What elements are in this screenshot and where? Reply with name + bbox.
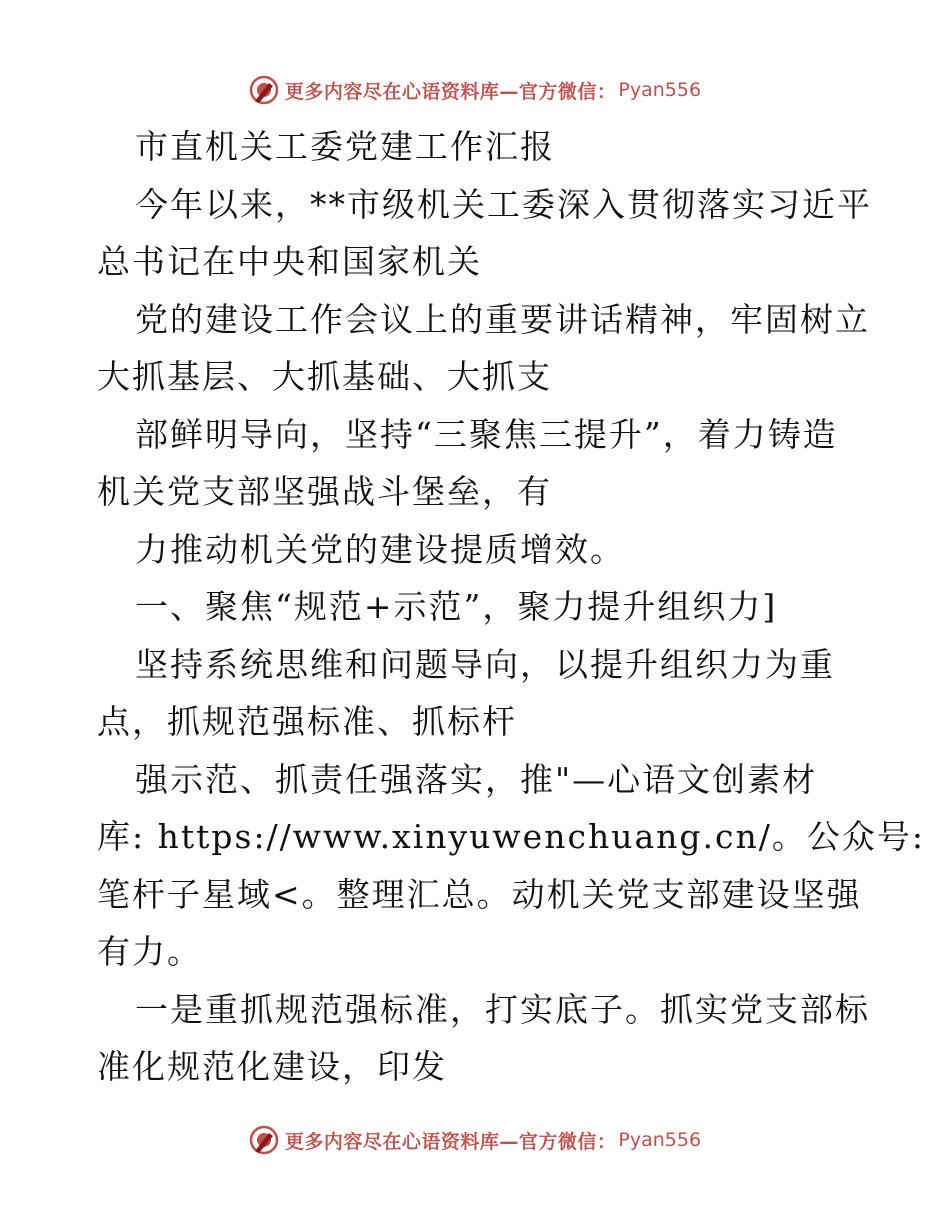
footer-watermark-banner [0, 1120, 950, 1160]
text-line: 总书记在中央和国家机关 [97, 242, 482, 281]
pen-logo-icon [249, 1125, 279, 1155]
text-line: 一、聚焦“规范+示范”，聚力提升组织力] [135, 587, 778, 626]
text-line: 市直机关工委党建工作汇报 [135, 127, 555, 166]
banner-contact: Pyan556 [618, 1129, 702, 1151]
text-line: 一是重抓规范强标准，打实底子。抓实党支部标 [135, 989, 870, 1029]
text-line: 库: https://www.xinyuwenchuang.cn/。公众号: [97, 817, 925, 856]
header-watermark-banner [0, 70, 950, 110]
pen-logo-icon [249, 75, 279, 105]
banner-text: 更多内容尽在心语资料库—官方微信： [284, 80, 617, 103]
text-line: 有力。 [97, 932, 202, 971]
text-line: 点，抓规范强标准、抓标杆 [97, 702, 517, 741]
text-line: 大抓基层、大抓基础、大抓支 [97, 357, 552, 396]
text-line: 强示范、抓责任强落实，推"—心语文创素材 [135, 759, 818, 799]
text-line: 机关党支部坚强战斗堡垒，有 [97, 472, 552, 511]
text-line: 部鲜明导向，坚持“三聚焦三提升”，着力铸造 [135, 414, 838, 454]
text-line: 今年以来，**市级机关工委深入贯彻落实习近平 [135, 184, 872, 224]
text-line: 准化规范化建设，印发 [97, 1047, 447, 1086]
text-line: 力推动机关党的建设提质增效。 [135, 529, 625, 569]
text-line: 党的建设工作会议上的重要讲话精神，牢固树立 [135, 299, 870, 339]
text-line: 坚持系统思维和问题导向，以提升组织力为重 [135, 644, 835, 684]
document-body [97, 118, 925, 1096]
banner-text: 更多内容尽在心语资料库—官方微信： [284, 1130, 617, 1153]
banner-contact: Pyan556 [618, 79, 702, 101]
text-line: 笔杆子星域<。整理汇总。动机关党支部建设坚强 [97, 874, 862, 914]
